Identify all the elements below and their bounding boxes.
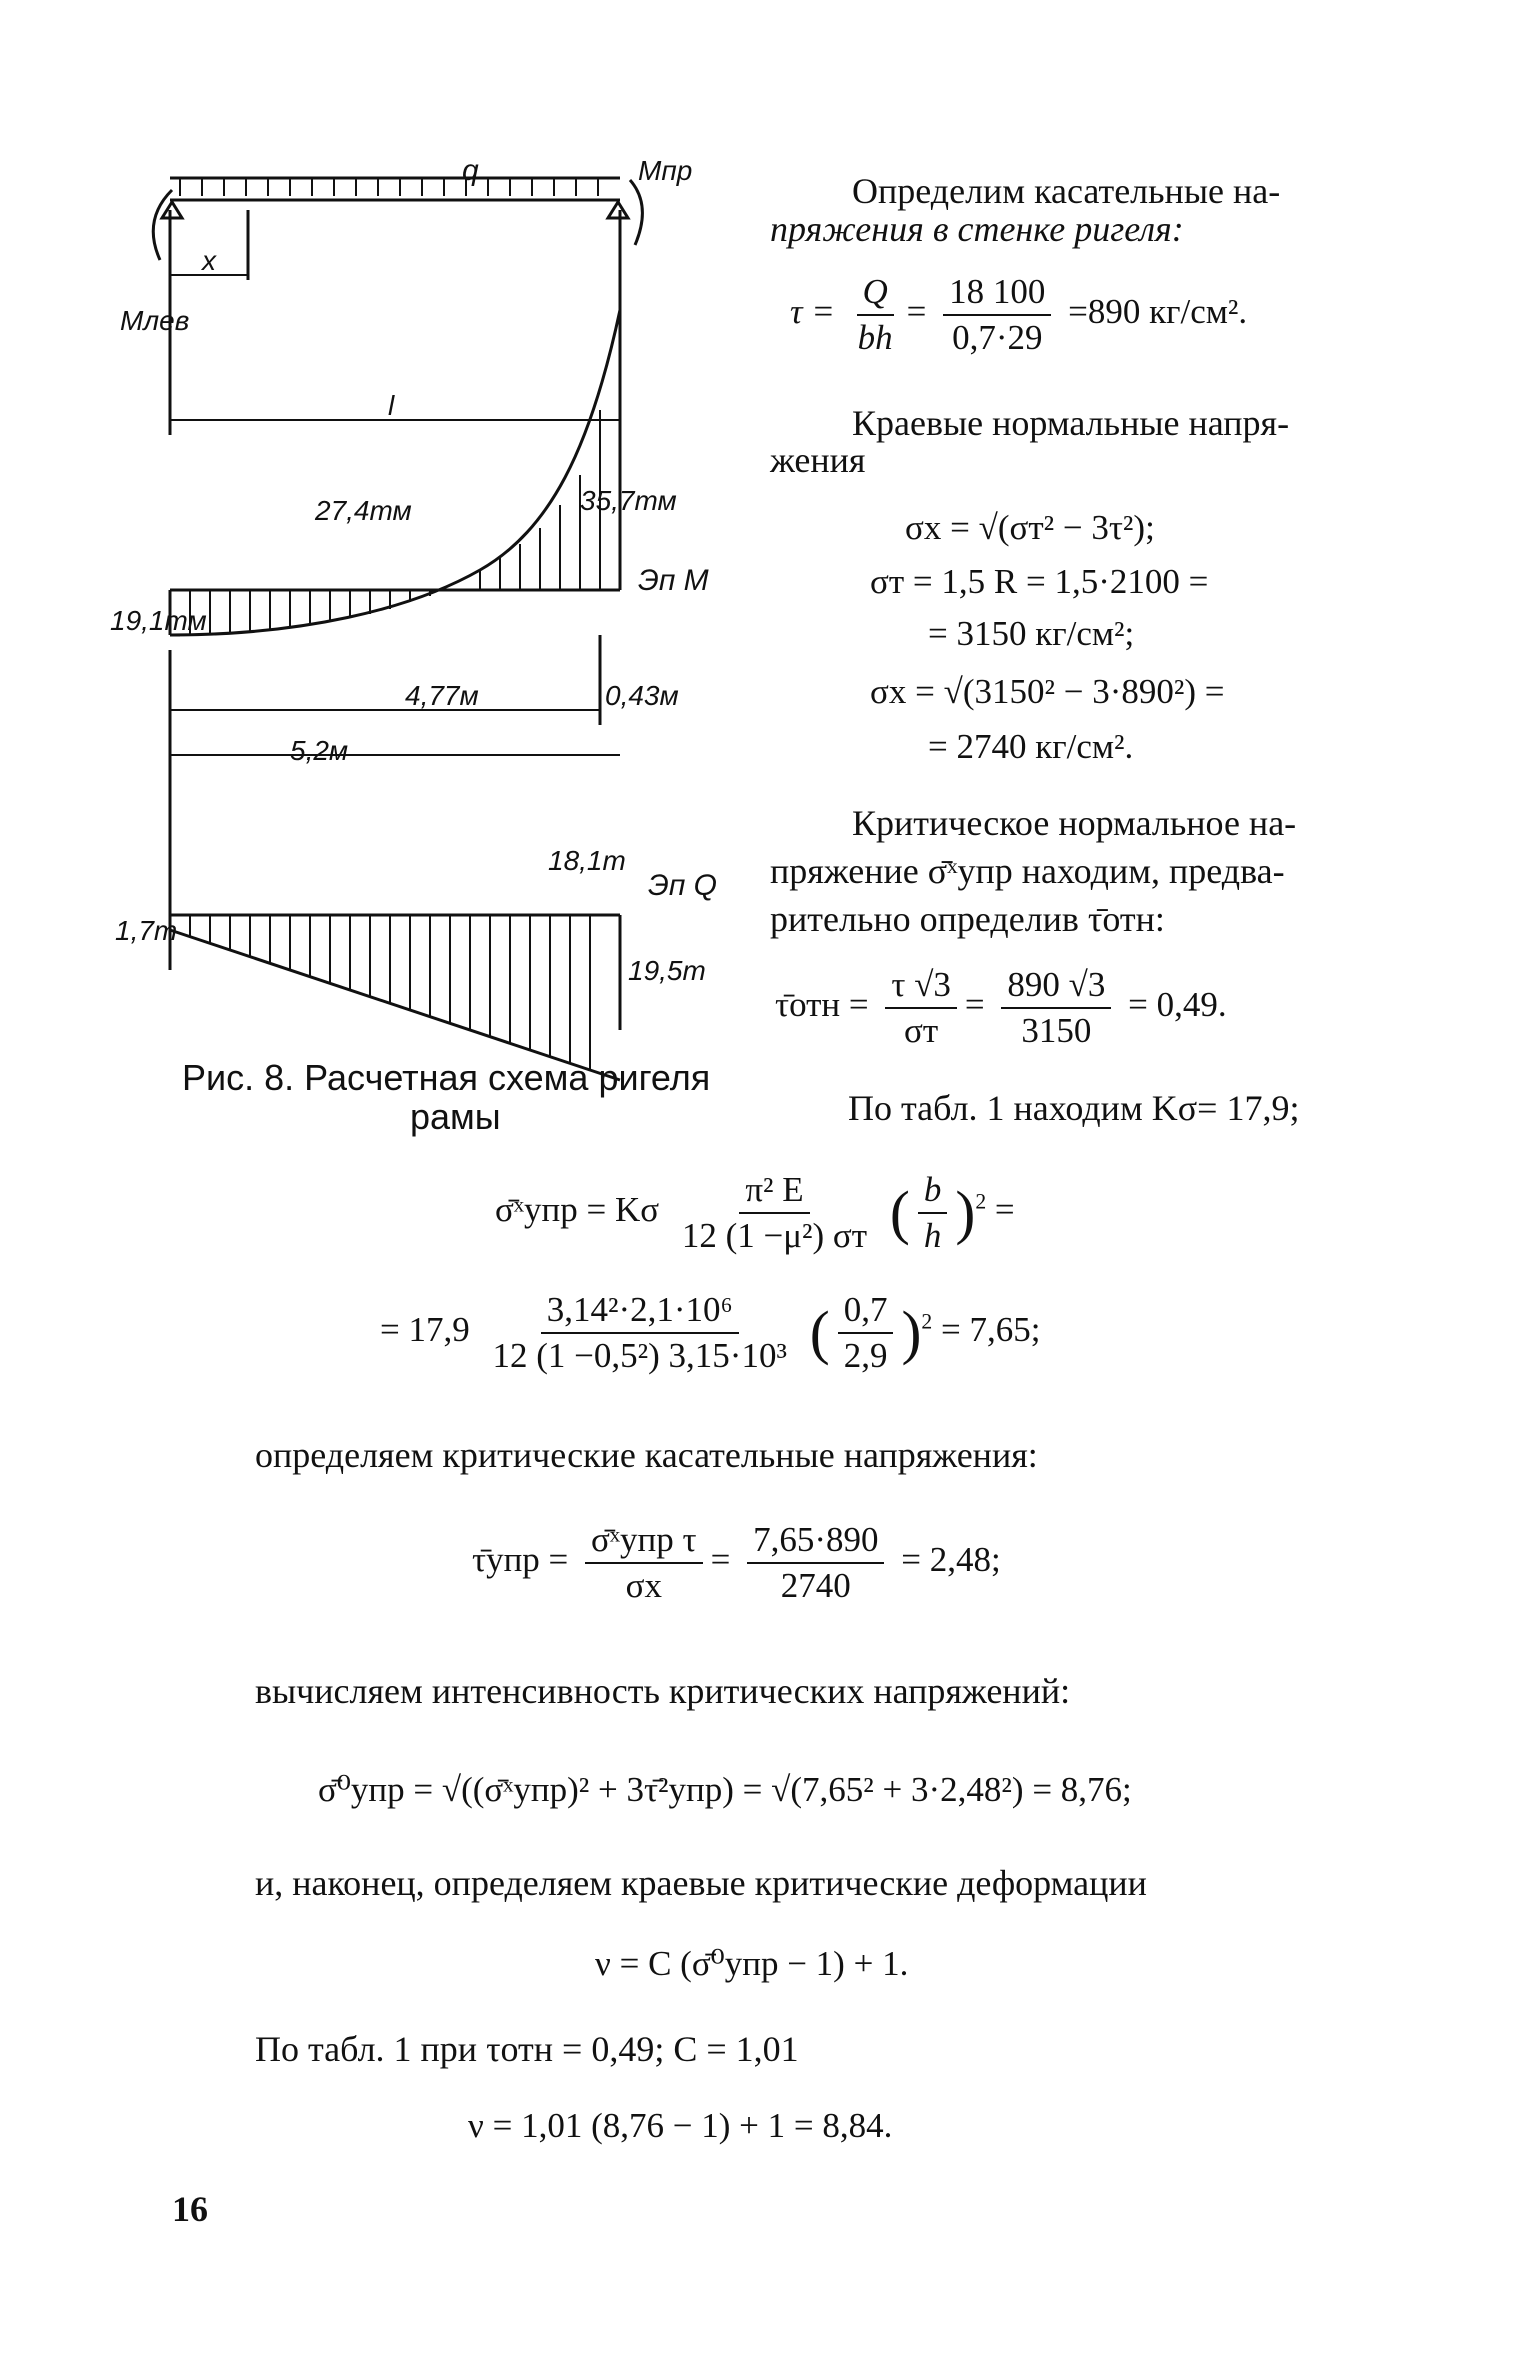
eq-sigma1-rhs: =	[994, 1190, 1015, 1230]
eq-sigma-upr-1: σ̄ˣупр = Kσ $\frac{\text{π² E}}{\text{12 (1 −μ²) σт}}$ ( $\frac{b}{h}$ )$^2$ =	[495, 1170, 1015, 1255]
eq-sx1: σx = √(σт² − 3τ²);	[905, 508, 1155, 547]
label-q: q	[462, 154, 479, 187]
shear-hatch	[190, 915, 590, 1070]
eq-sigma2-rhs: = 7,65;	[941, 1310, 1041, 1350]
para3-line3: рительно определив τ̄отн:	[770, 899, 1165, 939]
para2-line1: Краевые нормальные напря-	[852, 403, 1290, 443]
label-left-moment: Mлев	[120, 305, 190, 336]
right-moment-arc	[630, 180, 642, 245]
moment-curve	[170, 310, 620, 635]
label-right-moment: Mпр	[638, 155, 693, 186]
label-q-mid: 18,1т	[548, 845, 626, 876]
load-arrows	[180, 178, 598, 196]
eq-nu-1: ν = C (σ̄⁰упр − 1) + 1.	[595, 1944, 909, 1983]
eq-tau-upr: τ̄упр = $\frac{\text{σ̄ˣупр τ}}{\sigma x}$ = $\frac{7,65\cdot 890}{2740}$ = 2,48;	[472, 1520, 1001, 1605]
para3-line2: пряжение σ̄ˣупр находим, предва-	[770, 851, 1285, 891]
eq-totn-den1: σт	[904, 1011, 939, 1050]
eq-tau-den2: 0,7·29	[952, 318, 1043, 357]
eq-sigma2-par-num: 0,7	[838, 1290, 894, 1334]
eq-sigma1-par-den: h	[923, 1216, 942, 1255]
eq-tau-lhs: τ =	[790, 292, 835, 332]
label-q-left: 1,7т	[115, 915, 178, 946]
eq-sigma2-lhs: = 17,9	[380, 1310, 470, 1350]
left-support	[162, 202, 182, 218]
eq-sigma1-lhs: σ̄ˣупр = Kσ	[495, 1190, 660, 1230]
text-line-3: и, наконец, определяем краевые критические деформации	[255, 1863, 1147, 1903]
text-line-4: По табл. 1 при τотн = 0,49; C = 1,01	[255, 2029, 799, 2069]
label-ep-m: Эп М	[638, 564, 709, 597]
figure-caption-1: Рис. 8. Расчетная схема ригеля	[182, 1057, 711, 1098]
eq-tupr-den1: σx	[625, 1566, 662, 1605]
text-line-2: вычисляем интенсивность критических напряжений:	[255, 1671, 1071, 1711]
label-m-top: 27,4тм	[315, 495, 412, 526]
eq-sigma-upr-2: = 17,9 $\frac{\text{3,14²·2,1·10⁶}}{\text{12 (1 −0,5²) 3,15·10³}}$ ( $\frac{0,7}{2,9}$ )$^2$ = 7,65;	[380, 1290, 1041, 1375]
eq-tupr-rhs: = 2,48;	[901, 1540, 1001, 1580]
eq-totn-den2: 3150	[1021, 1011, 1092, 1050]
eq-sigma1-num: π² E	[739, 1170, 809, 1214]
eq-totn: τ̄отн = $\frac{\tau √3}{\sigma т}$ = $\frac{890 √3}{3150}$ = 0,49.	[775, 965, 1227, 1050]
eq-totn-rhs: = 0,49.	[1128, 985, 1227, 1025]
eq-tupr-num1: σ̄ˣупр τ	[585, 1520, 703, 1564]
para1-line1: Определим касательные на-	[852, 171, 1281, 211]
right-support	[608, 202, 628, 218]
para3-line1: Критическое нормальное на-	[852, 803, 1297, 843]
para2-line2: жения	[770, 440, 866, 480]
label-m-left: 19,1тм	[110, 605, 207, 636]
eq-sx2: σx = √(3150² − 3·890²) =	[870, 672, 1225, 711]
label-l: l	[388, 390, 395, 421]
eq-tupr-den2: 2740	[780, 1566, 851, 1605]
eq-sigma2-num: 3,14²·2,1·10⁶	[541, 1290, 739, 1334]
label-dist1: 4,77м	[405, 680, 479, 711]
text-line-1: определяем критические касательные напряжения:	[255, 1435, 1038, 1475]
eq-totn-num2: 890 √3	[1001, 965, 1111, 1009]
eq-sigma2-den: 12 (1 −0,5²) 3,15·10³	[492, 1336, 787, 1375]
eq-totn-lhs: τ̄отн =	[775, 985, 869, 1025]
eq-tau-den1: bh	[857, 318, 893, 357]
figure-caption-2: рамы	[410, 1096, 501, 1137]
label-ep-q: Эп Q	[648, 869, 717, 902]
eq-tau-rhs: =890 кг/см².	[1068, 292, 1248, 332]
label-dist2: 0,43м	[605, 680, 679, 711]
label-m-right: 35,7тм	[580, 485, 677, 516]
eq-sx3: = 2740 кг/см².	[928, 727, 1134, 766]
eq-sigma0-upr: σ̄⁰упр = √((σ̄ˣупр)² + 3τ̄²упр) = √(7,65² + 3·2,48²) = 8,76;	[318, 1770, 1132, 1809]
eq-st1: σт = 1,5 R = 1,5·2100 =	[870, 562, 1209, 601]
eq-totn-num1: τ √3	[885, 965, 957, 1009]
page-number: 16	[172, 2189, 208, 2229]
para4: По табл. 1 находим Kσ= 17,9;	[848, 1088, 1300, 1128]
eq-tau: τ = $\frac{Q}{bh}$ = $\frac{18 100}{0,7\cdot 29}$ =890 кг/см².	[790, 272, 1248, 357]
eq-tupr-lhs: τ̄упр =	[472, 1540, 569, 1580]
label-q-right: 19,5т	[628, 955, 706, 986]
eq-sigma1-den: 12 (1 −μ²) σт	[681, 1216, 868, 1255]
eq-nu-2: ν = 1,01 (8,76 − 1) + 1 = 8,84.	[468, 2106, 893, 2145]
label-dist3: 5,2м	[290, 735, 349, 766]
para1-line2: пряжения в стенке ригеля:	[770, 209, 1184, 249]
eq-tau-num1: Q	[857, 272, 894, 316]
eq-sigma1-par-num: b	[918, 1170, 948, 1214]
label-x: x	[202, 245, 216, 276]
eq-tau-num2: 18 100	[943, 272, 1051, 316]
beam-diagram	[110, 150, 750, 1050]
eq-tupr-num2: 7,65·890	[747, 1520, 884, 1564]
eq-st2: = 3150 кг/см²;	[928, 614, 1135, 653]
eq-sigma2-par-den: 2,9	[843, 1336, 888, 1375]
